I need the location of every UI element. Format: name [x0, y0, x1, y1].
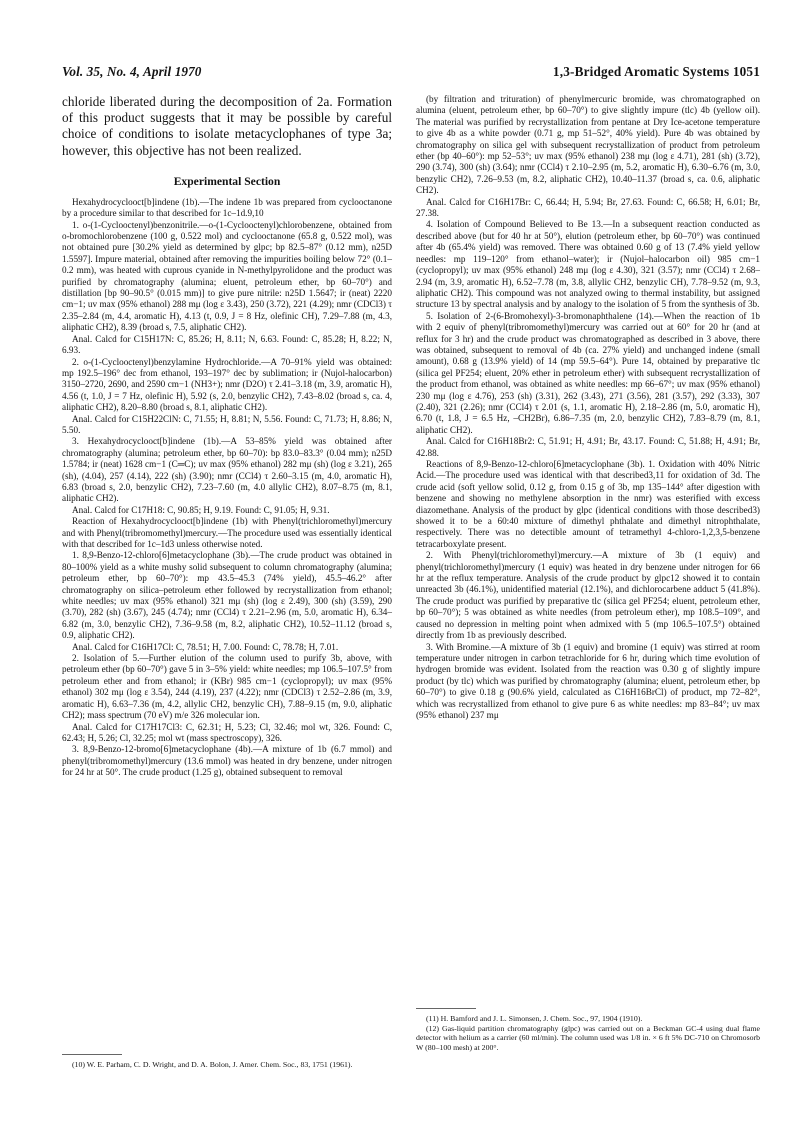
left-column — [62, 94, 392, 779]
right-column — [416, 94, 760, 721]
paragraph: 3. Hexahydrocyclooct[b]indene (1b).—A 53–85% yield was obtained after chromatography (alumina; petroleum ether, bp 60–70): bp 83.0–83.3° (0.04 mm); n25D 1.5784; ir (neat) 1628 cm−1 (C═C); uv max (95% ethanol) 282 mμ (sh) (log ε 3.21), 265 (sh), (4.04), 257 (4.14), 222 (sh) (3.90); nmr (CCl4) τ 2.60–3.15 (m, 4.0, aromatic H), 6.83 (broad s, 2.0, benzylic CH2), 7.23–7.60 (m, 4.0 allylic CH2), 8.07–8.75 (m, 8.1, aliphatic CH2). — [62, 436, 392, 504]
paragraph: 1. 8,9-Benzo-12-chloro[6]metacyclophane (3b).—The crude product was obtained in 80–100% yield as a white mushy solid subsequent to column chromatography (alumina; petroleum ether, bp 60–70°): mp 43.5–45.3 (74% yield), 45.5–46.2° after chromatography on silica–petroleum ether followed by recrystallization from ethanol; white needles; uv max (95% ethanol) 321 mμ (sh) (log ε 2.49), 300 (sh) (3.59), 290 (3.70), 282 (sh) (3.67), 245 (4.74); nmr (CCl4) τ 2.21–2.96 (m, 5.0, aromatic H), 6.34–6.82 (m, 3.0, benzylic CH2), 7.36–9.58 (m, 8.2, aliphatic CH2), 10.52–11.12 (broad s, 0.9, aliphatic CH2). — [62, 550, 392, 641]
paragraph: Hexahydrocyclooct[b]indene (1b).—The indene 1b was prepared from cyclooctanone by a procedure similar to that described for 1c–1d.9,10 — [62, 196, 392, 219]
analysis-paragraph: Anal. Calcd for C16H17Cl: C, 78.51; H, 7.00. Found: C, 78.78; H, 7.01. — [72, 641, 339, 652]
footnote-rule — [416, 1008, 476, 1009]
paragraph: 2. Isolation of 5.—Further elution of the column used to purify 3b, above, with petroleum ether (bp 60–70°) gave 5 in 3–5% yield: white needles; mp 106.5–107.5° from petroleum ether and from ethanol; ir (KBr) 985 cm−1 (cyclopropyl); uv max (95% ethanol) 302 mμ (log ε 3.54), 244 (4.19), 237 (4.22); nmr (CDCl3) τ 2.52–2.86 (m, 3.9, aromatic H), 6.63–7.36 (m, 4.2, allylic CH2, benzylic CH), 7.88–9.15 (m, 9.0, aliphatic CH2); mass spectrum (70 eV) m/e 326 molecular ion. — [62, 653, 392, 721]
section-title: Experimental Section — [173, 174, 281, 188]
journal-volume-info: Vol. 35, No. 4, April 1970 — [62, 64, 202, 79]
footnote: (12) Gas-liquid partition chromatography (glpc) was carried out on a Beckman GC-4 using dual flame detector with helium as a carrier (60 ml/min). The column used was 1/8 in. × 6 ft 5% DC-710 on Chromosorb W (80–100 mesh) at 200°. — [416, 1023, 760, 1052]
paragraph: 2. o-(1-Cyclooctenyl)benzylamine Hydrochloride.—A 70–91% yield was obtained: mp 192.5–196° dec from ethanol, 193–197° dec by sublimation; ir (Nujol-halocarbon) 3150–2720, 2690, and 2590 cm−1 (NH3+); nmr (D2O) τ 2.41–3.18 (m, 3.9, aromatic H), 4.56 (t, 1.0, J = 7 Hz, olefinic H), 5.92 (s, 2.0, benzylic CH2), 7.43–8.02 (broad s, ca. 4, aliphatic CH2), 8.20–8.80 (broad s, 8.1, aliphatic CH2). — [62, 356, 392, 413]
paragraph: Reactions of 8,9-Benzo-12-chloro[6]metacyclophane (3b). 1. Oxidation with 40% Nitric Acid.—The procedure used was identical with that described3,11 for oxidation of 3d. The crude acid (soft yellow solid, 0.12 g, from 0.15 g of 3b, mp 135–144° after digestion with benzene and showing no methylene absorption in the nmr) was esterified with excess diazomethane. Analysis of the product by glpc (identical conditions with those described3) showed it to be a 60:40 mixture of dimethyl phthalate and dimethyl nitrophthalate, respectively. There was no detectible amount of tetramethyl 4-chloro-1,2,3,5-benzene tetracarboxylate present. — [416, 459, 760, 549]
analysis-paragraph: Anal. Calcd for C16H18Br2: C, 51.91; H, 4.91; Br, 43.17. Found: C, 51.88; H, 4.91; Br, 42.88. — [416, 436, 760, 458]
paragraph: 3. 8,9-Benzo-12-bromo[6]metacyclophane (4b).—A mixture of 1b (6.7 mmol) and phenyl(tribromomethyl)mercury (13.6 mmol) was heated in dry benzene, under nitrogen for 24 hr at 50°. The crude product (1.25 g), obtained subsequent to removal — [62, 744, 392, 778]
paragraph: 4. Isolation of Compound Believed to Be 13.—In a subsequent reaction conducted as described above (but for 40 hr at 50°), elution (petroleum ether, bp 60–70°) was continued after 4b (65.4% yield) was removed. There was obtained 0.60 g of 13 (7.4% yield yellow needles: mp 119–120° from ethanol–water); ir (Nujol–halocarbon oil) 985 cm−1 (cyclopropyl); uv max (95% ethanol) 248 mμ (log ε 4.30), 321 (3.57); nmr (CCl4) τ 2.68–2.94 (m, 3.9, aromatic H), 6.52–7.78 (m, 3.8, allylic CH2, benzylic CH), 7.78–9.52 (m, 9.3, aliphatic CH2). This compound was not analyzed owing to thermal instability, but assigned structure 13 by spectral analysis and by analogy to the isolation of 5 from the synthesis of 3b. — [416, 219, 760, 310]
analysis-paragraph: Anal. Calcd for C16H17Br: C, 66.44; H, 5.94; Br, 27.63. Found: C, 66.58; H, 6.01; Br, 27.38. — [416, 196, 760, 219]
analysis-paragraph: Anal. Calcd for C17H18: C, 90.85; H, 9.19. Found: C, 91.05; H, 9.31. — [72, 504, 330, 515]
footnote: (11) H. Bamford and J. L. Simonsen, J. Chem. Soc., 97, 1904 (1910). — [426, 1014, 643, 1023]
paragraph: 3. With Bromine.—A mixture of 3b (1 equiv) and bromine (1 equiv) was stirred at room temperature under nitrogen in carbon tetrachloride for 6 hr, during which time evolution of hydrogen bromide was evident. Isolated from the reaction was 0.30 g of slightly impure product (by tlc) which was purified by chromatography (alumina; eluent, petroleum ether, bp 60–70°) to give 0.18 g (90.6% yield, calculated as C16H16BrCl) of product, mp 72–82°, which was recrystallized from ethanol to give pure 6 as white needles: mp 83–84°; uv max (95% ethanol) 237 mμ — [416, 641, 760, 720]
analysis-paragraph: Anal. Calcd for C15H17N: C, 85.26; H, 8.11; N, 6.63. Found: C, 85.28; H, 8.22; N, 6.93. — [62, 333, 392, 356]
paragraph: 2. With Phenyl(trichloromethyl)mercury.—A mixture of 3b (1 equiv) and phenyl(trichloromethyl)mercury (1 equiv) was heated in dry benzene under nitrogen for 66 hr at the reflux temperature. Analysis of the crude product by glpc12 showed it to contain unreacted 3b (46.1%), unidentified material (12.1%), and dichlorocarbene adduct 5 (41.8%). The crude product was purified by preparative tlc (silica gel PF254; eluent, petroleum ether, bp 60–70°); 5 was obtained as white needles (from petroleum ether), mp 108.5–109°, and caused no depression in melting point when admixed with 5 (mp 106.5–107.5°) obtained directly from 1b as previously described. — [416, 550, 760, 641]
running-title-and-page-number: 1,3-Bridged Aromatic Systems 1051 — [552, 64, 760, 79]
lead-paragraph: chloride liberated during the decomposition of 2a. Formation of this product suggests that it may be possible by careful choice of conditions to isolate metacyclophanes of type 3a; however, this objective has not been realized. — [62, 94, 392, 158]
paragraph: 1. o-(1-Cyclooctenyl)benzonitrile.—o-(1-Cyclooctenyl)chlorobenzene, obtained from o-bromochlorobenzene (100 g, 0.522 mol) and cyclooctanone (65.8 g, 0.522 mol), was not obtained pure [30.2% yield as determined by glpc; bp 82.5–87° (0.12 mm), n25D 1.5597]. Impure material, obtained after removing the impurities boiling below 72° (0.1–0.2 mm), was heated with cuprous cyanide in N-methylpyrolidone and the product was purified by chromatography (alumina; eluent, petroleum ether, bp 60–70°) and distillation [bp 90–90.5° (0.015 mm)] to give pure nitrile: n25D 1.5647; ir (neat) 2220 cm−1; uv max (95% ethanol) 288 mμ (log ε 3.43), 250 (3.72), 221 (4.29); nmr (CDCl3) τ 2.35–2.84 (m, 4.4, aromatic H), 4.13 (t, 0.9, J = 8 Hz, olefinic CH), 7.29–7.88 (m, 4.3, aliphatic CH2), 8.39 (broad s, 7.5, aliphatic CH2). — [62, 219, 392, 333]
running-header — [62, 64, 760, 86]
left-footnotes — [62, 1054, 392, 1070]
paragraph: Reaction of Hexahydrocyclooct[b]indene (1b) with Phenyl(trichloromethyl)mercury and with Phenyl(tribromomethyl)mercury.—The procedure used was essentially identical with that described for 1c–1d3 unless otherwise noted. — [62, 516, 392, 549]
footnote: (10) W. E. Parham, C. D. Wright, and D. A. Bolon, J. Amer. Chem. Soc., 83, 1751 (1961). — [72, 1060, 353, 1069]
analysis-paragraph: Anal. Calcd for C15H22ClN: C, 71.55; H, 8.81; N, 5.56. Found: C, 71.73; H, 8.86; N, 5.50. — [62, 413, 392, 435]
paragraph: 5. Isolation of 2-(6-Bromohexyl)-3-bromonaphthalene (14).—When the reaction of 1b with 2 equiv of phenyl(tribromomethyl)mercury was carried out at 60° for 20 hr (and at reflux for 3 hr) and the crude product was chromatographed as described in 3 above, there was obtained, subsequent to removal of 4b (ca. 27% yield) and unchanged indene (small amount), 0.68 g (13.9% yield) of 14 (mp 59.5–64°). Pure 14, obtained by preparative tlc (silica gel PF254; eluent, 20% ether in petroleum ether) with subsequent recrystallization of the product from ethanol, was obtained as white needles: mp 66–67°; uv max (95% ethanol) 230 mμ (log ε 4.76), 253 (sh) (3.31), 262 (3.43), 271 (3.56), 281 (3.57), 292 (3.33), 307 (2.40), 321 (2.26); nmr (CCl4) τ 2.01 (s, 1.1, aromatic H), 2.18–2.86 (m, 5.0, aromatic H), 6.70 (t, 1.8, J = 6.5 Hz, –CH2Br), 6.86–7.35 (m, 2.0, benzylic CH2), 7.83–8.79 (m, 8.1, aliphatic CH2). — [416, 310, 760, 435]
analysis-paragraph: Anal. Calcd for C17H17Cl3: C, 62.31; H, 5.23; Cl, 32.46; mol wt, 326. Found: C, 62.43; H, 5.26; Cl, 32.25; mol wt (mass spectroscopy), 326. — [62, 721, 392, 743]
footnote-rule — [62, 1054, 122, 1055]
right-footnotes — [416, 1008, 760, 1052]
paragraph: (by filtration and trituration) of phenylmercuric bromide, was chromatographed on alumina (eluent, petroleum ether, bp 60–70°) to give slightly impure (tlc) 4b (yellow oil). The material was purified by recrystallization from pentane at Dry Ice-acetone temperature to give 4b as a white powder (0.71 g, mp 51–52°, 40% yield). Pure 4b was obtained by chromatography on silica gel with subsequent recrystallization of product from petroleum ether (bp 40–60°): mp 52–53°; uv max (95% ethanol) 238 mμ (log ε 4.71), 281 (sh) (3.72), 290 (3.74), 300 (sh) (3.64); nmr (CCl4) τ 2.10–2.95 (m, 5.2, aromatic H), 6.30–6.76 (m, 3.0, benzylic CH2), 7.26–9.53 (m, 8.2, aliphatic CH2), 10.40–11.37 (broad s, ca. 0.6, aliphatic CH2). — [416, 94, 760, 196]
